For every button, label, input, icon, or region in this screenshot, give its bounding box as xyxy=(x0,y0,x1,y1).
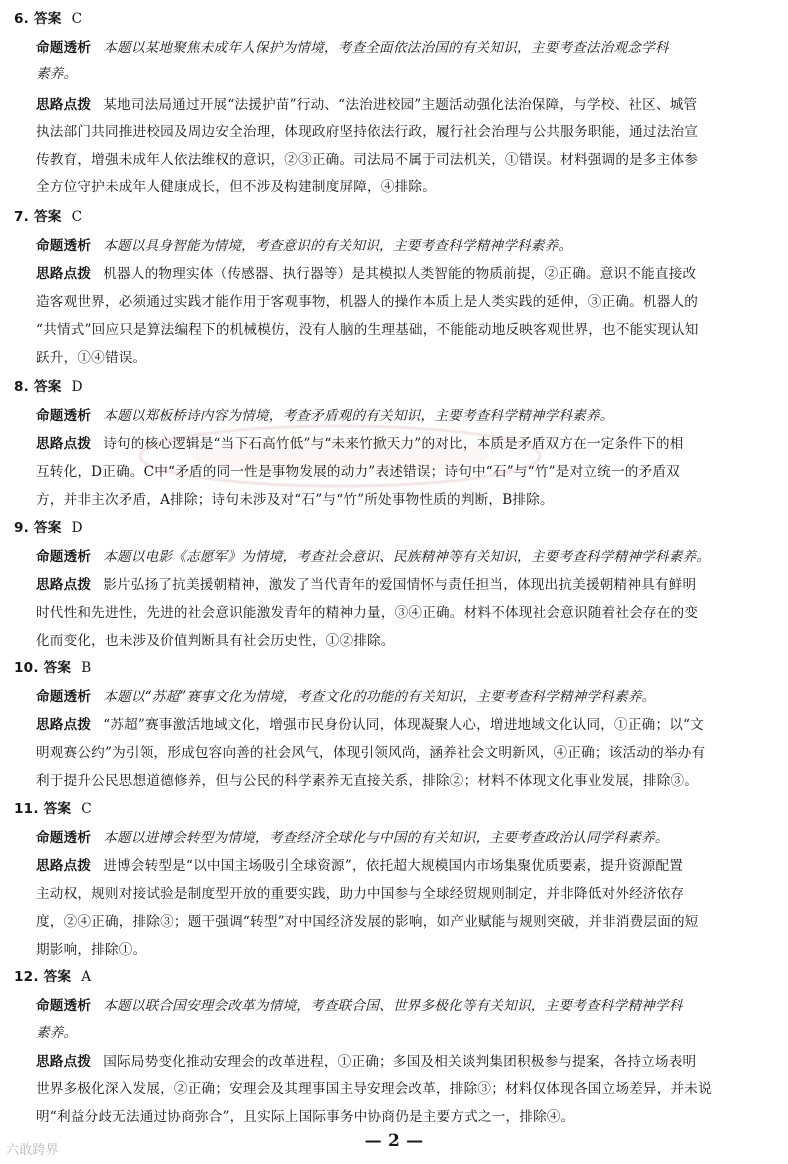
question-8-header xyxy=(14,381,83,395)
analysis-text: 明观赛公约”为引领，形成包容向善的社会风气，体现引领风尚，涵养社会文明新风，④正确；该活动的举办有 xyxy=(36,745,706,761)
question-12-header xyxy=(14,971,91,985)
answer-value: A xyxy=(81,969,92,985)
analysis-label: 思路点拨 xyxy=(36,436,92,452)
insight-text: 本题以“苏超”赛事文化为情境，考查文化的功能的有关知识，主要考查科学精神学科素养。 xyxy=(103,689,656,705)
insight-label: 命题透析 xyxy=(36,40,92,56)
question-9-header xyxy=(14,522,83,536)
analysis-text: “苏超”赛事激活地域文化，增强市民身份认同，体现凝聚人心，增进地域文化认同，①正确；以“文 xyxy=(103,717,704,733)
analysis-text: 机器人的物理实体（传感器、执行器等）是其模拟人类智能的物质前提，②正确。意识不能直接改 xyxy=(103,266,697,282)
analysis-text: 国际局势变化推动安理会的改革进程，①正确；多国及相关谈判集团积极参与提案，各持立场表明 xyxy=(103,1054,697,1070)
insight-text: 素养。 xyxy=(36,66,78,82)
analysis-label: 思路点拨 xyxy=(36,97,92,113)
analysis-text: 方，并非主次矛盾，A排除；诗句未涉及对“石”与“竹”所处事物性质的判断，B排除。 xyxy=(36,492,554,508)
question-number: 11. xyxy=(14,801,39,817)
question-number: 9. xyxy=(14,520,30,536)
question-number: 6. xyxy=(14,11,30,27)
answer-value: C xyxy=(71,11,83,27)
question-7-header xyxy=(14,211,82,225)
answer-label: 答案 xyxy=(43,660,72,676)
insight-text: 本题以具身智能为情境，考查意识的有关知识，主要考查科学精神学科素养。 xyxy=(103,238,573,254)
page-number: — 2 — xyxy=(364,1131,424,1151)
answer-label: 答案 xyxy=(33,209,62,225)
analysis-text: 化而变化，也未涉及价值判断具有社会历史性，①②排除。 xyxy=(36,633,395,649)
analysis-text: 互转化，D正确。C中“矛盾的同一性是事物发展的动力”表述错误；诗句中“石”与“竹”是对立统一的矛盾双 xyxy=(36,464,680,480)
insight-text: 本题以电影《志愿军》为情境，考查社会意识、民族精神等有关知识，主要考查科学精神学科素养。 xyxy=(103,549,711,565)
insight-label: 命题透析 xyxy=(36,830,92,846)
analysis-text: 明“利益分歧无法通过协商弥合”，且实际上国际事务中协商仍是主要方式之一，排除④。 xyxy=(36,1109,575,1125)
question-11-header xyxy=(14,803,92,817)
analysis-text: 传教育，增强未成年人依法维权的意识，②③正确。司法局不属于司法机关，①错误。材料强调的是多主体参 xyxy=(36,152,699,168)
question-number: 12. xyxy=(14,969,39,985)
analysis-text: 时代性和先进性，先进的社会意识能激发青年的精神力量，③④正确。材料不体现社会意识随着社会存在的变 xyxy=(36,605,699,621)
answer-value: B xyxy=(81,660,92,676)
analysis-label: 思路点拨 xyxy=(36,1054,92,1070)
analysis-label: 思路点拨 xyxy=(36,858,92,874)
answer-value: C xyxy=(81,801,92,817)
analysis-text: 造客观世界，必须通过实践才能作用于客观事物，机器人的操作本质上是人类实践的延伸，③正确。机器人的 xyxy=(36,294,699,310)
question-number: 7. xyxy=(14,209,30,225)
answer-label: 答案 xyxy=(43,969,72,985)
analysis-text: 全方位守护未成年人健康成长，但不涉及构建制度屏障，④排除。 xyxy=(36,179,437,195)
watermark-logo: 六敢跨界 xyxy=(6,1143,59,1158)
insight-label: 命题透析 xyxy=(36,238,92,254)
insight-text: 本题以某地聚焦未成年人保护为情境，考查全面依法治国的有关知识，主要考查法治观念学科 xyxy=(103,40,669,56)
analysis-label: 思路点拨 xyxy=(36,266,92,282)
analysis-text: 执法部门共同推进校园及周边安全治理，体现政府坚持依法行政，履行社会治理与公共服务职能，通过法治宣 xyxy=(36,124,699,140)
answer-label: 答案 xyxy=(33,11,62,27)
answer-value: C xyxy=(71,209,83,225)
analysis-text: 世界多极化深入发展，②正确；安理会及其理事国主导安理会改革，排除③；材料仅体现各国立场差异，并未说 xyxy=(36,1081,712,1097)
insight-text: 本题以郑板桥诗内容为情境，考查矛盾观的有关知识，主要考查科学精神学科素养。 xyxy=(103,408,614,424)
insight-text: 本题以进博会转型为情境，考查经济全球化与中国的有关知识，主要考查政治认同学科素养。 xyxy=(103,830,669,846)
analysis-text: “共情式”回应只是算法编程下的机械模仿，没有人脑的生理基础，不能能动地反映客观世界，也不能实现认知 xyxy=(36,322,699,338)
insight-label: 命题透析 xyxy=(36,998,92,1014)
insight-label: 命题透析 xyxy=(36,689,92,705)
answer-value: D xyxy=(71,520,83,536)
insight-text: 本题以联合国安理会改革为情境，考查联合国、世界多极化等有关知识，主要考查科学精神学科 xyxy=(103,998,683,1014)
analysis-text: 进博会转型是“以中国主场吸引全球资源”，依托超大规模国内市场集聚优质要素，提升资源配置 xyxy=(103,858,684,874)
analysis-text: 期影响，排除①。 xyxy=(36,942,147,958)
question-number: 10. xyxy=(14,660,39,676)
question-10-header xyxy=(14,662,91,676)
analysis-text: 主动权，规则对接试验是制度型开放的重要实践，助力中国参与全球经贸规则制定，并非降低对外经济依存 xyxy=(36,886,685,902)
question-6-header xyxy=(14,13,82,27)
analysis-text: 跃升，①④错误。 xyxy=(36,350,147,366)
insight-text: 素养。 xyxy=(36,1025,78,1041)
analysis-text: 诗句的核心逻辑是“当下石高竹低”与“未来竹掀天力”的对比，本质是矛盾双方在一定条件下的相 xyxy=(103,436,684,452)
insight-label: 命题透析 xyxy=(36,549,92,565)
answer-label: 答案 xyxy=(43,801,72,817)
analysis-label: 思路点拨 xyxy=(36,717,92,733)
center-watermark xyxy=(120,415,560,497)
answer-value: D xyxy=(71,379,83,395)
question-number: 8. xyxy=(14,379,30,395)
analysis-text: 影片弘扬了抗美援朝精神，激发了当代青年的爱国情怀与责任担当，体现出抗美援朝精神具有鲜明 xyxy=(103,577,697,593)
insight-label: 命题透析 xyxy=(36,408,92,424)
answer-label: 答案 xyxy=(33,520,62,536)
analysis-text: 某地司法局通过开展“法援护苗”行动、“法治进校园”主题活动强化法治保障，与学校、社区、城管 xyxy=(103,97,698,113)
analysis-text: 度，②④正确，排除③；题干强调“转型”对中国经济发展的影响，如产业赋能与规则突破，并非消费层面的短 xyxy=(36,914,699,930)
analysis-text: 利于提升公民思想道德修养，但与公民的科学素养无直接关系，排除②；材料不体现文化事业发展，排除③。 xyxy=(36,773,699,789)
analysis-label: 思路点拨 xyxy=(36,577,92,593)
answer-label: 答案 xyxy=(33,379,62,395)
